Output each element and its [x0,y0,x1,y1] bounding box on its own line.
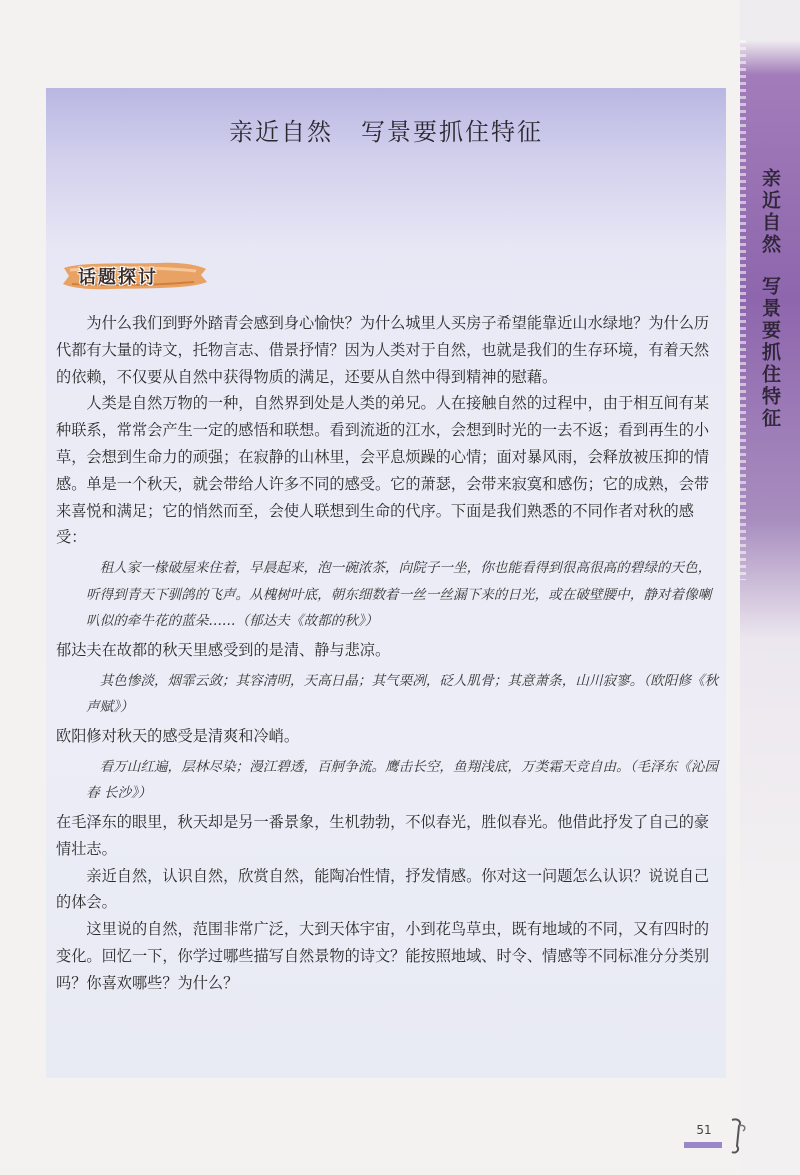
quote-yu-dafu: 租人家一椽破屋来住着，早晨起来，泡一碗浓茶，向院子一坐，你也能看得到很高很高的碧绿的天色，听得到青天下驯鸽的飞声。从槐树叶底，朝东细数着一丝一丝漏下来的日光，或在破壁腰中，静对着像喇叭似的牵牛花的蓝朵……（郁达夫《故都的秋》） [86,560,712,630]
paragraph-intro: 为什么我们到野外踏青会感到身心愉快？为什么城里人买房子希望能靠近山水绿地？为什么历代都有大量的诗文，托物言志、借景抒情？因为人类对于自然，也就是我们的生存环境，有着天然的依赖，不仅要从自然中获得物质的满足，还要从自然中得到精神的慰藉。 [56,314,710,386]
side-tab-strip [740,0,800,1175]
side-tab-label-part2: 写景要抓住特征 [759,276,781,430]
scroll-ornament-icon [728,1116,750,1156]
page-number: 51 [696,1123,712,1137]
page-number-bar [684,1142,722,1148]
article-body [56,310,724,997]
paragraph-mao-zedong-comment: 在毛泽东的眼里，秋天却是另一番景象，生机勃勃，不似春光，胜似春光。他借此抒发了自己的豪情壮志。 [56,812,710,858]
page-title-part1: 亲近自然 [229,118,333,146]
section-tag-label: 话题探讨 [78,267,158,288]
page-title [46,112,726,147]
side-tab-label-part1: 亲近自然 [759,168,781,256]
page-title-part2: 写景要抓住特征 [361,118,543,146]
section-tag [60,260,210,292]
paragraph-yu-dafu-comment: 郁达夫在故都的秋天里感受到的是清、静与悲凉。 [56,640,391,659]
paragraph-autumn: 人类是自然万物的一种，自然界到处是人类的弟兄。人在接触自然的过程中，由于相互间有某种联系，常常会产生一定的感悟和联想。看到流逝的江水，会想到时光的一去不返；看到再生的小草，会想到生命力的顽强；在寂静的山林里，会平息烦躁的心情；面对暴风雨，会释放被压抑的情感。单是一个秋天，就会带给人许多不同的感受。它的萧瑟，会带来寂寞和感伤；它的成熟，会带来喜悦和满足；它的悄然而至，会使人联想到生命的代序。下面是我们熟悉的不同作者对秋的感受： [56,394,710,547]
side-tab-label [740,168,800,430]
paragraph-ouyang-xiu-comment: 欧阳修对秋天的感受是清爽和冷峭。 [56,726,299,745]
paragraph-task: 这里说的自然，范围非常广泛，大到天体宇宙，小到花鸟草虫，既有地域的不同，又有四时的变化。回忆一下，你学过哪些描写自然景物的诗文？能按照地域、时令、情感等不同标准分分类别吗？你喜欢哪些？为什么？ [56,920,710,992]
paragraph-question: 亲近自然，认识自然，欣赏自然，能陶冶性情，抒发情感。你对这一问题怎么认识？说说自己的体会。 [56,866,710,912]
quote-mao-zedong: 看万山红遍，层林尽染；漫江碧透，百舸争流。鹰击长空，鱼翔浅底，万类霜天竞自由。（毛泽东《沁园春 长沙》） [86,758,719,802]
quote-ouyang-xiu: 其色惨淡，烟霏云敛；其容清明，天高日晶；其气栗冽，砭人肌骨；其意萧条，山川寂寥。（欧阳修《秋声赋》） [86,672,719,716]
